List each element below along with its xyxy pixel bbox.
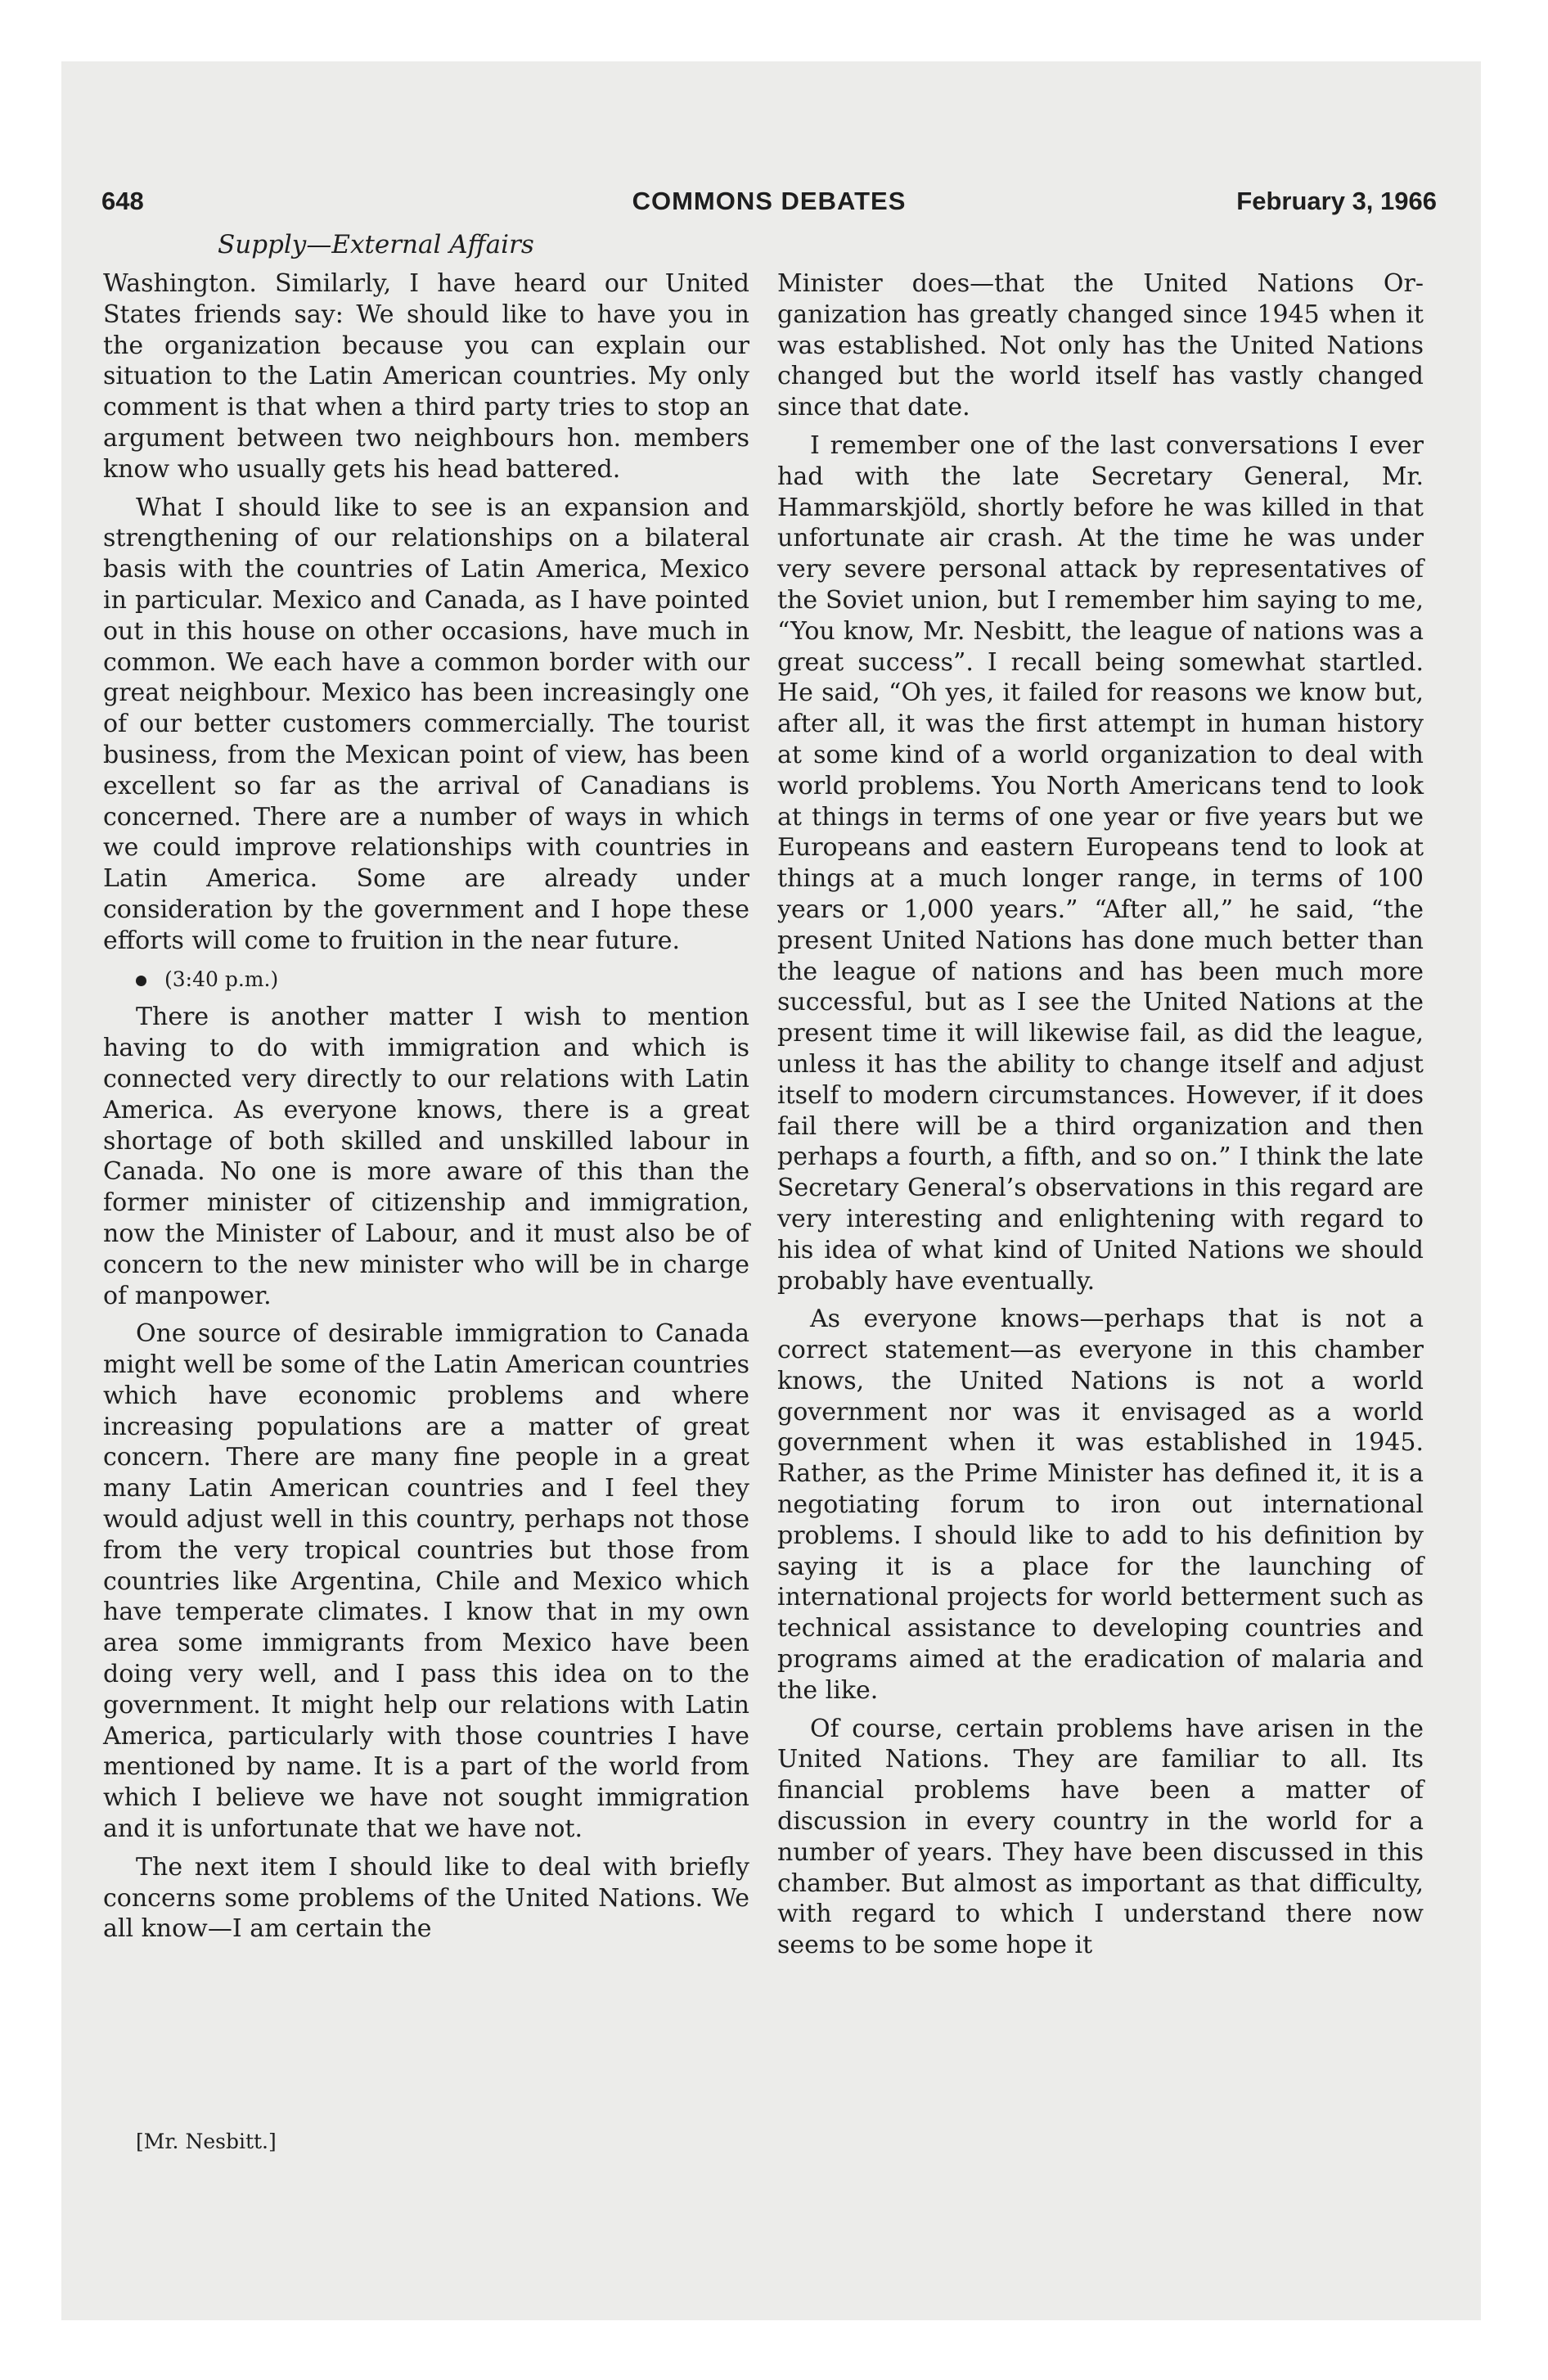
- header-date: February 3, 1966: [1236, 187, 1437, 215]
- time-stamp-text: (3:40 p.m.): [164, 967, 279, 991]
- left-column: [103, 268, 749, 1952]
- paragraph: Of course, certain problems have arisen in the United Nations. They are familiar to all. Its financial problems have been a matter of discussion in every country in the world for a number of years. They have been discussed in this chamber. But almost as important as that difficulty, with regard to which I understand there now seems to be some hope it: [777, 1714, 1424, 1960]
- paragraph: Washington. Similarly, I have heard our United States friends say: We should like to have you in the organization because you can explain our situation to the Latin American countries. My only comment is that when a third party tries to stop an argument between two neighbours hon. members know who usually gets his head battered.: [103, 269, 749, 484]
- paragraph: What I should like to see is an expansion and strengthening of our relationships on a bilateral basis with the countries of Latin America, Mexico in particular. Mexico and Canada, as I have pointed out in this house on other occasions, have much in common. We each have a common border with our great neighbour. Mexico has been increasingly one of our better customers commercially. The tourist business, from the Mexican point of view, has been excellent so far as the arrival of Canadians is concerned. There are a number of ways in which we could improve relationships with countries in Latin America. Some are already under consideration by the government and I hope these efforts will come to fruition in the near future.: [103, 493, 749, 955]
- paragraph: I remember one of the last conversations I ever had with the late Secretary General, Mr. Hammarskjöld, shortly before he was killed in that unfortunate air crash. At the time he was under very severe personal attack by representatives of the Soviet union, but I remember him saying to me, “You know, Mr. Nesbitt, the league of nations was a great success”. I recall being somewhat startled. He said, “Oh yes, it failed for reasons we know but, after all, it was the first attempt in human history at some kind of a world organization to deal with world problems. You North Americans tend to look at things in terms of one year or five years but we Europeans and eastern Europeans tend to look at things at a much longer range, in terms of 100 years or 1,000 years.” “After all,” he said, “the present United Nations has done much better than the league of nations and has been much more successful, but as I see the United Nations at the present time it will likewise fail, as did the league, unless it has the ability to change itself and adjust itself to modern circumstances. However, if it does fail there will be a third organization and then perhaps a fourth, a fifth, and so on.” I think the late Secretary General’s observations in this regard are very interesting and enlightening with regard to his idea of what kind of United Nations we should probably have eventually.: [777, 430, 1424, 1296]
- time-stamp: [103, 964, 749, 995]
- bullet-icon: [136, 976, 146, 986]
- speaker-footer: [Mr. Nesbitt.]: [136, 2130, 277, 2153]
- section-title: Supply—External Affairs: [218, 230, 534, 259]
- paragraph: As everyone knows—perhaps that is not a correct statement—as everyone in this chamber knows, the United Nations is not a world government nor was it envisaged as a world government when it was established in 1945. Rather, as the Prime Minister has defined it, it is a negotiating forum to iron out international problems. I should like to add to his definition by saying it is a place for the launching of international projects for world betterment such as technical assistance to developing countries and programs aimed at the eradication of malaria and the like.: [777, 1305, 1424, 1705]
- page-number: 648: [101, 187, 144, 215]
- publication-title: COMMONS DEBATES: [632, 187, 907, 215]
- paragraph: There is another matter I wish to mention having to do with immigration and which is connected very directly to our relations with Latin America. As everyone knows, there is a great shortage of both skilled and unskilled labour in Canada. No one is more aware of this than the former minister of citizenship and immigration, now the Minister of Labour, and it must also be of concern to the new minister who will be in charge of manpower.: [103, 1003, 749, 1310]
- paragraph: The next item I should like to deal with briefly concerns some problems of the United Nations. We all know—I am certain the: [103, 1852, 749, 1944]
- page-header: [101, 187, 1437, 228]
- paragraph: One source of desirable immigration to Canada might well be some of the Latin American countries which have economic problems and where increasing populations are a matter of great concern. There are many fine people in a great many Latin American countries and I feel they would adjust well in this country, perhaps not those from the very tropical countries but those from countries like Argentina, Chile and Mexico which have temperate climates. I know that in my own area some immigrants from Mexico have been doing very well, and I pass this idea on to the government. It might help our relations with Latin America, particularly with those countries I have mentioned by name. It is a part of the world from which I believe we have not sought immigration and it is unfortunate that we have not.: [103, 1319, 749, 1844]
- right-column: [777, 268, 1424, 1968]
- paragraph: Minister does—that the United Nations Organization has greatly changed since 1945 when it was established. Not only has the United Nations changed but the world itself has vastly changed since that date.: [777, 269, 1424, 422]
